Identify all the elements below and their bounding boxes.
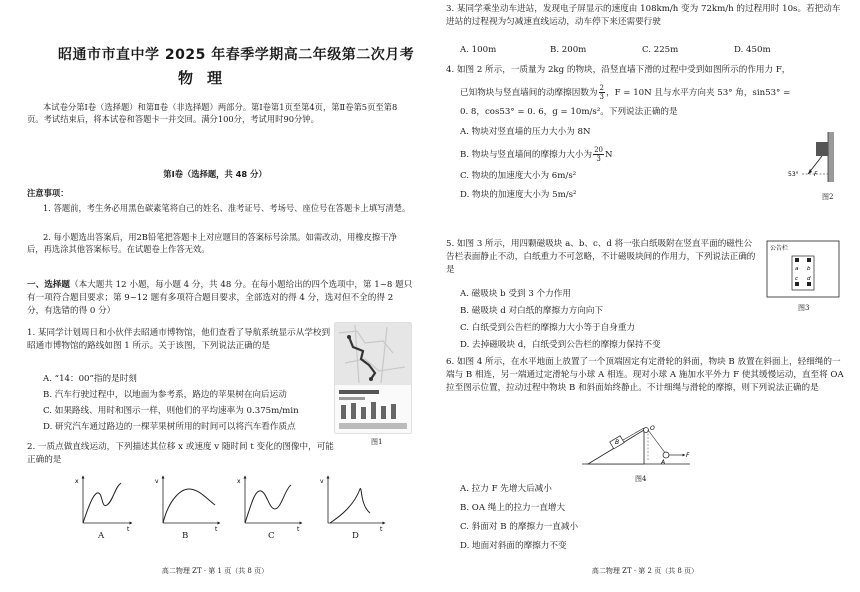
fig4-label-f: F bbox=[686, 452, 690, 459]
q5-option-b: B. 磁吸块 d 对白纸的摩擦力方向向下 bbox=[460, 306, 604, 316]
fig4-label-b: B bbox=[615, 439, 620, 446]
graph-b-yaxis: v bbox=[155, 478, 159, 485]
fig3-letter-c: c bbox=[795, 276, 799, 282]
q2-graph-c bbox=[237, 475, 303, 533]
footer-page-2: 高二物理 ZT · 第 2 页（共 8 页） bbox=[591, 567, 699, 575]
q2-graph-b bbox=[155, 475, 221, 533]
q2-label-a: A bbox=[98, 531, 105, 541]
q6-stem: 6. 如图 4 所示，在水平地面上放置了一个顶端固定有定滑轮的斜面，物块 B 放置在斜面上，轻细绳的一端与 B 相连，另一端通过定滑轮与小球 A 相连。现对小球 A 施加水平外力 F 使其缓慢运动，直至将 OA 拉至图示位置，拉动过程中物块 B 和斜面始终静止。不计细绳与滑轮的摩擦，则下列说法正确的是 bbox=[446, 357, 844, 393]
q6-option-d: D. 地面对斜面的摩擦力不变 bbox=[460, 541, 567, 551]
q6-option-a: A. 拉力 F 先增大后减小 bbox=[460, 484, 552, 494]
q1-option-b: B. 汽车行驶过程中，以地面为参考系，路边的苹果树在向后运动 bbox=[43, 390, 287, 400]
graph-a-yaxis: x bbox=[75, 478, 79, 485]
q2-graph-a bbox=[75, 475, 133, 533]
part1-header: 第Ⅰ卷（选择题，共 48 分） bbox=[163, 169, 267, 179]
q1-stem: 1. 某同学计划周日和小伙伴去昭通市博物馆，他们查看了导航系统显示从学校到昭通市博物馆的路线如图 1 所示。关于该图，下列说法正确的是 bbox=[27, 328, 331, 351]
exam-title: 昭通市市直中学 2025 年春季学期高二年级第二次月考 bbox=[58, 47, 415, 63]
q2-label-c: C bbox=[268, 531, 275, 541]
q6-option-b: B. OA 绳上的拉力一直增大 bbox=[460, 503, 566, 513]
q1-option-d: D. 研究汽车通过路边的一棵苹果树所用的时间可以将汽车看作质点 bbox=[43, 422, 296, 432]
q4-stem-line1: 4. 如图 2 所示，一质量为 2kg 的物块，沿竖直墙下滑的过程中受到如图所示的作用力 F， bbox=[446, 65, 791, 75]
exam-intro: 本试卷分第Ⅰ卷（选择题）和第Ⅱ卷（非选择题）两部分。第Ⅰ卷第1页至第4页，第Ⅱ卷第5页至第8页。考试结束后，将本试卷和答题卡一并交回。满分100分，考试用时90分钟。 bbox=[27, 102, 398, 124]
fig3-letter-b: b bbox=[807, 266, 811, 272]
q1-option-a: A. “14：00”指的是时刻 bbox=[43, 374, 137, 384]
fig3-letter-d: d bbox=[807, 276, 811, 282]
q4-option-d: D. 物块的加速度大小为 5m/s² bbox=[460, 190, 577, 200]
q2-stem: 2. 一质点做直线运动，下列描述其位移 x 或速度 v 随时间 t 变化的图像中，可能正确的是 bbox=[27, 442, 334, 465]
fig2-angle-label: 53° bbox=[788, 171, 799, 178]
fig2-caption: 图2 bbox=[822, 193, 834, 201]
fig3-notice-board bbox=[766, 240, 840, 298]
note-2: 2. 每小题选出答案后，用2B铅笔把答题卡上对应题目的答案标号涂黑。如需改动，用橡皮擦干净后，再选涂其他答案标号。在试题卷上作答无效。 bbox=[27, 232, 397, 254]
q5-stem: 5. 如图 3 所示，用四颗磁吸块 a、b、c、d 将一张白纸吸附在竖直平面的磁性公告栏表面静止不动，白纸重力不可忽略，不计磁吸块间的作用力，下列说法正确的是 bbox=[446, 239, 756, 275]
graph-c-yaxis: x bbox=[237, 478, 241, 485]
fig1-caption: 图1 bbox=[371, 438, 383, 446]
notes-header: 注意事项： bbox=[27, 188, 69, 198]
q4-option-a: A. 物块对竖直墙的压力大小为 8N bbox=[460, 127, 591, 137]
fig4-caption: 图4 bbox=[635, 475, 647, 483]
footer-page-1: 高二物理 ZT · 第 1 页（共 8 页） bbox=[161, 567, 269, 575]
q4-option-b: B. 物块与竖直墙间的摩擦力大小为 $\frac{20}{3}$ N bbox=[460, 146, 613, 163]
fig1-navigation-map bbox=[335, 323, 411, 433]
q6-option-c: C. 斜面对 B 的摩擦力一直减小 bbox=[460, 522, 579, 532]
friction-fraction: $\frac{2}{3}$ bbox=[599, 84, 604, 101]
graph-c-xaxis: t bbox=[297, 526, 300, 533]
fig3-caption: 图3 bbox=[798, 304, 810, 312]
fig4-label-a: A bbox=[661, 459, 666, 466]
q2-label-d: D bbox=[352, 531, 359, 541]
section1-label: 一、选择题 bbox=[27, 280, 70, 290]
q4-option-c: C. 物块的加速度大小为 6m/s² bbox=[460, 171, 577, 181]
fig3-letter-a: a bbox=[795, 266, 799, 272]
graph-d-xaxis: t bbox=[380, 526, 383, 533]
section1-instructions bbox=[27, 279, 413, 318]
graph-a-xaxis: t bbox=[127, 526, 130, 533]
q3-option-d: D. 450m bbox=[734, 45, 771, 55]
q5-option-c: C. 白纸受到公告栏的摩擦力大小等于自身重力 bbox=[460, 323, 636, 333]
note-1: 1. 答题前，考生务必用黑色碳素笔将自己的姓名、准考证号、考场号、座位号在答题卡上填写清楚。 bbox=[43, 203, 411, 213]
q3-option-c: C. 225m bbox=[642, 45, 679, 55]
q3-option-b: B. 200m bbox=[550, 45, 587, 55]
section1-text: （本大题共 12 小题，每小题 4 分，共 48 分。在每小题给出的四个选项中，第 1~8 题只有一项符合题目要求；第 9~12 题有多项符合题目要求，全部选对的得 4 分，选对但不全的得 2 分，有选错的得 0 分） bbox=[27, 280, 413, 316]
q5-option-d: D. 去掉磁吸块 d，白纸受到公告栏的摩擦力保持不变 bbox=[460, 340, 661, 350]
page-right bbox=[430, 0, 860, 592]
q3-stem: 3. 某同学乘坐动车进站，发现电子屏显示的速度由 108km/h 变为 72km/h 的过程用时 10s。若把动车进站的过程视为匀减速直线运动，动车停下来还需要行驶 bbox=[446, 4, 841, 27]
fig2-block-on-wall bbox=[780, 132, 840, 184]
q5-option-a: A. 磁吸块 b 受到 3 个力作用 bbox=[460, 289, 571, 299]
q3-option-a: A. 100m bbox=[460, 45, 497, 55]
friction-value-fraction: $\frac{20}{3}$ bbox=[594, 146, 604, 163]
fig4-label-o: O bbox=[650, 425, 655, 432]
q2-label-b: B bbox=[182, 531, 189, 541]
exam-subject: 物理 bbox=[178, 69, 237, 87]
graph-d-yaxis: v bbox=[320, 478, 324, 485]
q2-graph-d bbox=[320, 475, 386, 533]
q4-stem-line2: 已知物块与竖直墙间的动摩擦因数为 $\frac{2}{3}$ ，F = 10N 且与水平方向夹 53° 角，sin53° = bbox=[460, 84, 791, 101]
fig4-incline-pulley bbox=[578, 424, 698, 472]
graph-b-xaxis: t bbox=[215, 526, 218, 533]
fig2-force-label: F bbox=[814, 171, 818, 178]
q4-stem-line3: 0. 8，cos53° = 0. 6，g = 10m/s²。下列说法正确的是 bbox=[460, 107, 678, 117]
fig3-board-label: 公告栏 bbox=[770, 245, 789, 252]
q1-option-c: C. 如果路线、用时和图示一样，则他们的平均速率为 0.375m/min bbox=[43, 406, 299, 416]
